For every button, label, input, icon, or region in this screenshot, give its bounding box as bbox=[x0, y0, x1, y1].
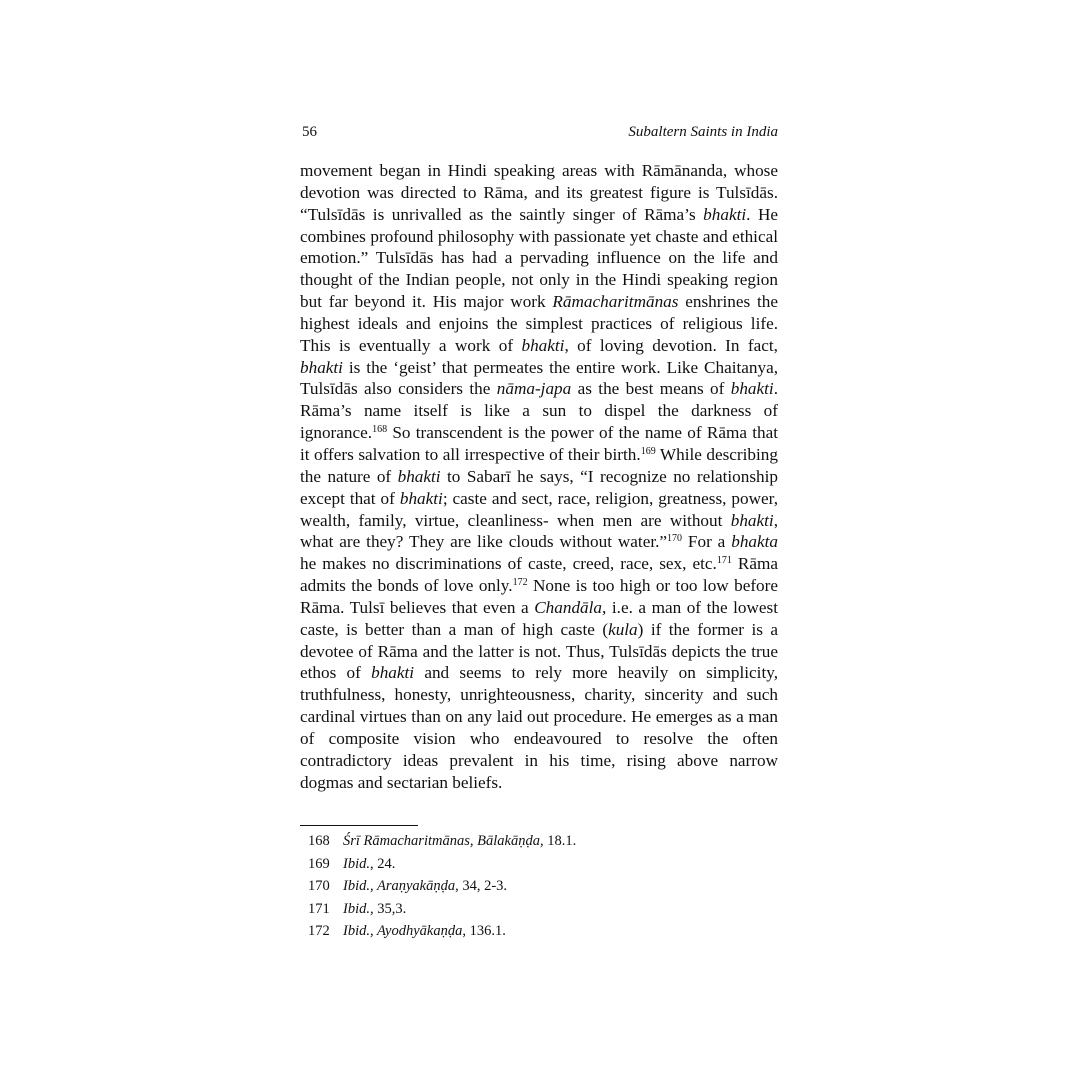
footnote-marker: 169 bbox=[640, 445, 656, 457]
footnote-title: Ibid., Ayodhyākaṇḍa bbox=[343, 923, 463, 940]
italic-term: kula bbox=[608, 619, 638, 639]
footnote-ref: , 35,3. bbox=[369, 900, 407, 917]
text-run: While describing the nature of bbox=[300, 444, 778, 486]
footnote-item bbox=[300, 898, 778, 921]
book-page bbox=[300, 118, 778, 943]
italic-term: bhakti bbox=[399, 488, 443, 508]
footnote-marker: 170 bbox=[667, 533, 683, 545]
text-run: ) if the former is a devotee of Rāma and the latter is not. Thus, Tulsīdās depicts the true ethos of bbox=[300, 619, 778, 683]
footnote-text bbox=[343, 830, 576, 853]
text-run: , what are they? They are like clouds without water.” bbox=[300, 510, 778, 552]
footnote-divider bbox=[300, 825, 418, 826]
footnote-number: 172 bbox=[308, 923, 330, 940]
footnote-text bbox=[343, 853, 395, 876]
text-run: enshrines the highest ideals and enjoins the simplest practices of religious life. This is eventually a work of bbox=[300, 292, 778, 355]
text-run: None is too high or too low before Rāma. Tulsī believes that even a bbox=[300, 576, 778, 617]
footnote-number: 170 bbox=[308, 878, 330, 895]
footnote-text bbox=[343, 920, 506, 943]
footnote-title: Ibid. bbox=[343, 855, 370, 872]
text-run: movement began in Hindi speaking areas with Rāmānanda, whose devotion was directed to Rāma, and its greatest figure is Tulsīdās. “Tulsīdās is unrivalled as the saintly singer of Rāma’s bbox=[300, 161, 778, 224]
footnote-number: 168 bbox=[308, 833, 330, 850]
italic-term: bhakti bbox=[730, 379, 774, 399]
footnote-item bbox=[300, 920, 778, 943]
text-run: . Rāma’s name itself is like a sun to dispel the darkness of ignorance. bbox=[300, 379, 778, 443]
footnote-number: 169 bbox=[308, 855, 330, 872]
footnote-marker: 168 bbox=[372, 424, 388, 436]
footnote-text bbox=[343, 875, 507, 898]
text-run: ; caste and sect, race, religion, greatness, power, wealth, family, virtue, cleanliness- when men are without bbox=[300, 488, 778, 530]
text-run: For a bbox=[682, 532, 732, 552]
italic-term: bhakti bbox=[521, 335, 565, 355]
footnote-title: Ibid. bbox=[343, 900, 370, 917]
footnote-title: Śrī Rāmacharitmānas, Bālakāṇḍa bbox=[343, 833, 540, 850]
italic-term: bhakti bbox=[703, 204, 747, 224]
running-title: Subaltern Saints in India bbox=[628, 124, 778, 140]
footnotes bbox=[300, 830, 778, 943]
italic-term: bhakti bbox=[371, 663, 415, 683]
footnote-ref: , 34, 2-3. bbox=[455, 878, 508, 895]
footnote-ref: , 136.1. bbox=[462, 923, 506, 940]
italic-term: bhakti bbox=[397, 466, 441, 486]
text-run: he makes no discriminations of caste, creed, race, sex, etc. bbox=[300, 554, 717, 574]
text-run: is the ‘geist’ that permeates the entire work. Like Chaitanya, Tulsīdās also considers the bbox=[300, 357, 778, 399]
text-run: to Sabarī he says, “I recognize no relationship except that of bbox=[300, 466, 778, 508]
footnote-item bbox=[300, 875, 778, 898]
italic-title: Rāmacharitmānas bbox=[552, 292, 679, 312]
footnote-title: Ibid., Araṇyakāṇḍa bbox=[343, 878, 456, 895]
paragraph bbox=[300, 160, 778, 793]
text-run: So transcendent is the power of the name of Rāma that it offers salvation to all irrespective of their birth. bbox=[300, 423, 778, 464]
text-run: . He combines profound philosophy with passionate yet chaste and ethical emotion.” Tulsīdās has had a pervading influence on the life and thought of the Indian people, not only in the Hindi speaking region but far beyond it. His major work bbox=[300, 204, 779, 312]
footnote-number: 171 bbox=[308, 900, 330, 917]
italic-term: nāma-japa bbox=[496, 379, 572, 399]
text-run: as the best means of bbox=[571, 379, 731, 399]
text-run: and seems to rely more heavily on simplicity, truthfulness, honesty, unrighteousness, charity, sincerity and such cardinal virtues than on any laid out procedure. He emerges as a man of composite vision who endeavoured to resolve the often contradictory ideas prevalent in his time, rising above narrow dogmas and sectarian beliefs. bbox=[300, 663, 778, 792]
body-text bbox=[300, 160, 778, 793]
footnote-item bbox=[300, 853, 778, 876]
italic-term: bhakti bbox=[730, 510, 774, 530]
footnote-marker: 172 bbox=[512, 577, 528, 589]
footnote-marker: 171 bbox=[716, 555, 732, 567]
footnote-ref: , 18.1. bbox=[539, 833, 577, 850]
footnote-text bbox=[343, 898, 406, 921]
text-run: , i.e. a man of the lowest caste, is better than a man of high caste ( bbox=[300, 597, 778, 639]
page-number: 56 bbox=[302, 124, 317, 140]
footnote-ref: , 24. bbox=[369, 855, 396, 872]
italic-term: Chandāla bbox=[534, 597, 603, 617]
page-header bbox=[300, 118, 778, 146]
footnote-item bbox=[300, 830, 778, 853]
text-run: , of loving devotion. In fact, bbox=[564, 335, 778, 355]
italic-term: bhakti bbox=[300, 357, 343, 377]
italic-term: bhakta bbox=[731, 532, 778, 552]
text-run: Rāma admits the bonds of love only. bbox=[300, 554, 778, 596]
